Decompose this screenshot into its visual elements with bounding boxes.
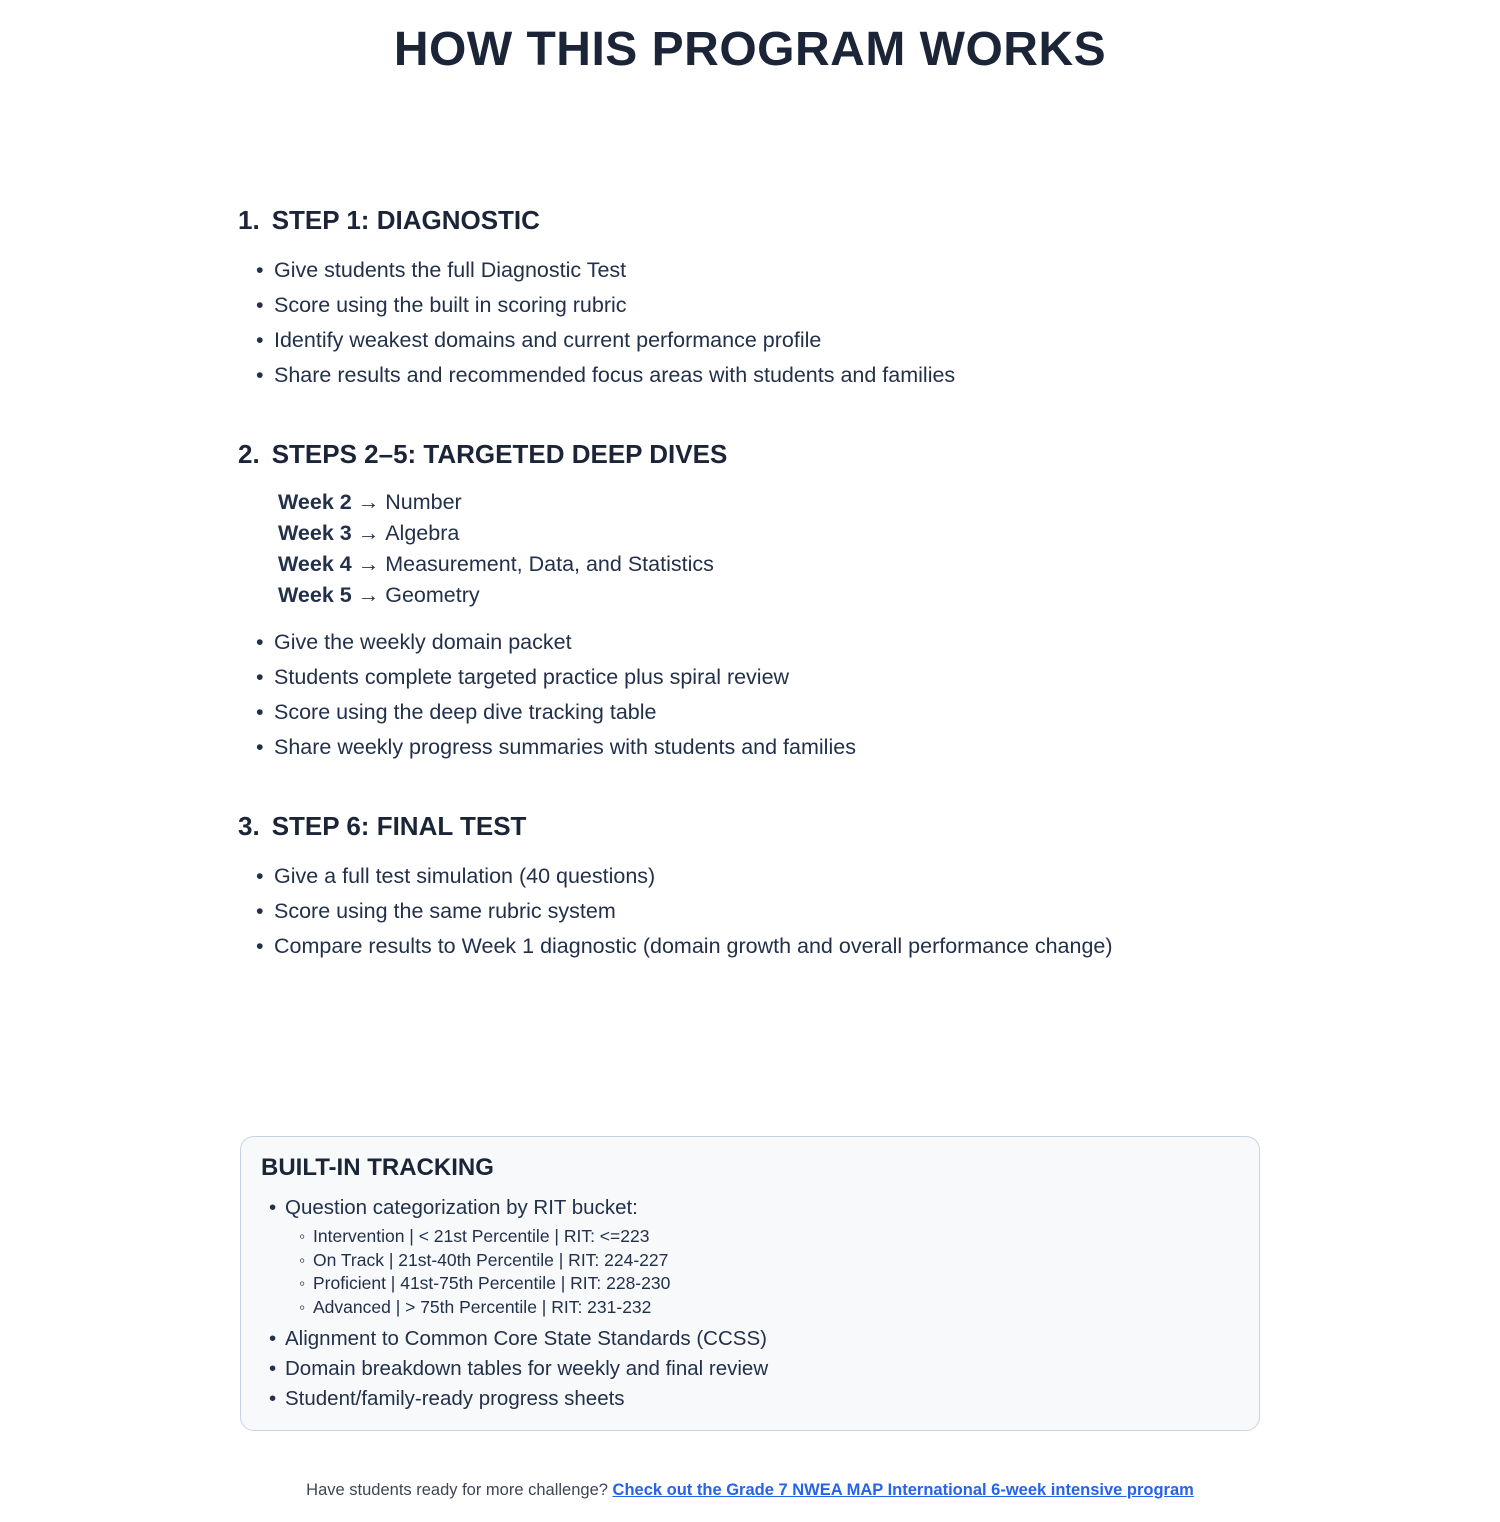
rit-bucket-advanced: ◦ Advanced | > 75th Percentile | RIT: 231-232 <box>299 1296 1235 1320</box>
list-item: • Domain breakdown tables for weekly and final review <box>269 1354 1235 1384</box>
footer-text: Have students ready for more challenge? <box>306 1481 608 1499</box>
rit-bucket-intervention: ◦ Intervention | < 21st Percentile | RIT: <=223 <box>299 1225 1235 1249</box>
footer-note <box>0 1481 1500 1500</box>
section-title: STEP 6: FINAL TEST <box>271 811 527 841</box>
section-steps-2-5-deep-dives <box>238 439 1260 765</box>
section-step-6-final-test <box>238 811 1260 964</box>
week-label: Week 4 <box>278 552 352 576</box>
week-topic: Measurement, Data, and Statistics <box>385 552 714 576</box>
rit-bucket-list <box>299 1225 1235 1319</box>
week-topic: Algebra <box>385 521 460 545</box>
list-item: • Share results and recommended focus areas with students and families <box>256 358 1260 393</box>
arrow-glyph: → <box>357 583 380 607</box>
section-number: 2. <box>238 439 260 469</box>
arrow-glyph: → <box>357 521 380 545</box>
week-line <box>278 518 1260 549</box>
section-heading <box>238 439 1260 469</box>
week-topic: Number <box>385 490 462 514</box>
page-title: HOW THIS PROGRAM WORKS <box>393 23 1107 76</box>
list-item: • Give a full test simulation (40 questions) <box>256 859 1260 894</box>
rit-bucket-on-track: ◦ On Track | 21st-40th Percentile | RIT: 224-227 <box>299 1249 1235 1273</box>
section-heading <box>238 811 1260 841</box>
week-label: Week 2 <box>278 490 352 514</box>
program-steps <box>0 205 1500 1431</box>
list-item: • Share weekly progress summaries with students and families <box>256 730 1260 765</box>
tracking-bullet-list <box>261 1193 1235 1414</box>
list-item: • Give students the full Diagnostic Test <box>256 253 1260 288</box>
section-heading <box>238 205 1260 235</box>
arrow-glyph: → <box>357 490 380 514</box>
list-item: • Score using the deep dive tracking table <box>256 695 1260 730</box>
week-label: Week 5 <box>278 583 352 607</box>
week-topic: Geometry <box>385 583 480 607</box>
list-item: • Give the weekly domain packet <box>256 625 1260 660</box>
built-in-tracking-box <box>240 1136 1260 1431</box>
rit-bucket-proficient: ◦ Proficient | 41st-75th Percentile | RIT: 228-230 <box>299 1272 1235 1296</box>
week-line <box>278 487 1260 518</box>
bullet-list <box>238 859 1260 964</box>
bullet-list <box>238 253 1260 393</box>
list-item: • Score using the built in scoring rubric <box>256 288 1260 323</box>
arrow-glyph: → <box>357 552 380 576</box>
tracking-box-heading: BUILT-IN TRACKING <box>261 1154 494 1181</box>
week-line <box>278 580 1260 611</box>
section-number: 3. <box>238 811 260 841</box>
list-item: • Students complete targeted practice plus spiral review <box>256 660 1260 695</box>
section-title: STEPS 2–5: TARGETED DEEP DIVES <box>271 439 728 469</box>
footer-link[interactable]: Check out the Grade 7 NWEA MAP International 6-week intensive program <box>612 1481 1194 1499</box>
bullet-list <box>238 625 1260 765</box>
list-item: • Alignment to Common Core State Standards (CCSS) <box>269 1324 1235 1354</box>
section-step-1-diagnostic <box>238 205 1260 393</box>
tracking-item-text: Question categorization by RIT bucket: <box>285 1196 638 1219</box>
list-item: • Identify weakest domains and current performance profile <box>256 323 1260 358</box>
section-title: STEP 1: DIAGNOSTIC <box>271 205 540 235</box>
week-schedule <box>278 487 1260 611</box>
section-number: 1. <box>238 205 260 235</box>
week-line <box>278 549 1260 580</box>
list-item: • Score using the same rubric system <box>256 894 1260 929</box>
week-label: Week 3 <box>278 521 352 545</box>
list-item <box>269 1193 1235 1319</box>
list-item: • Student/family-ready progress sheets <box>269 1384 1235 1414</box>
list-item: • Compare results to Week 1 diagnostic (domain growth and overall performance change) <box>256 929 1260 964</box>
